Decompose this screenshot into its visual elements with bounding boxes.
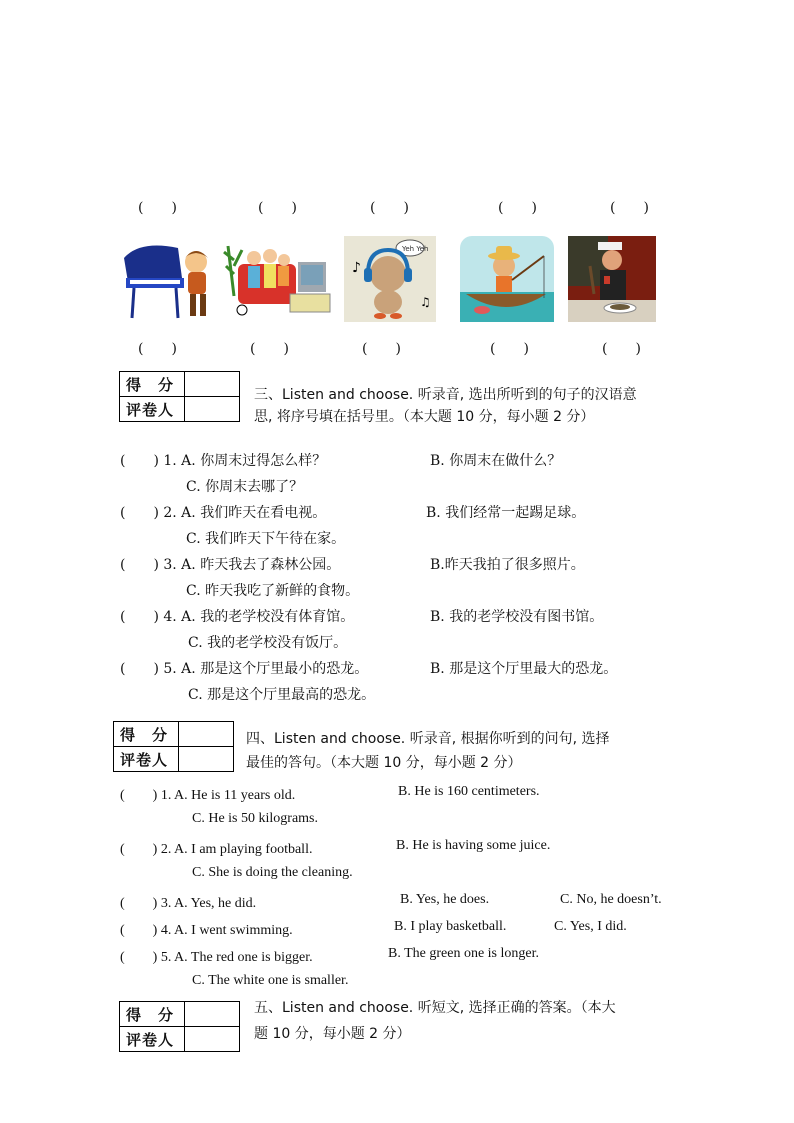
piano-picture xyxy=(120,236,216,322)
answer-blank[interactable]: ( ) xyxy=(250,341,289,357)
question-stem: ( ) 1. A. 你周末过得怎么样？ xyxy=(120,453,327,469)
grader-cell[interactable] xyxy=(179,747,234,772)
cooking-picture xyxy=(568,236,656,322)
answer-blank[interactable]: ( ) xyxy=(490,341,529,357)
option-b: B. He is having some juice. xyxy=(396,838,551,853)
person-cooking-icon xyxy=(568,236,656,322)
section3-title-line2: 思, 将序号填在括号里。（本大题 10 分，每小题 2 分） xyxy=(254,409,595,425)
svg-text:♫: ♫ xyxy=(420,295,431,309)
answer-blank[interactable]: ( ) xyxy=(362,341,401,357)
score-cell[interactable] xyxy=(185,1002,240,1027)
option-c: C. 你周末去哪了？ xyxy=(186,479,304,495)
option-c: C. 昨天我吃了新鲜的食物。 xyxy=(186,583,360,599)
boy-playing-piano-icon xyxy=(120,236,216,322)
answer-blank[interactable]: ( ) xyxy=(138,200,177,216)
option-c: C. He is 50 kilograms. xyxy=(192,811,318,826)
score-cell[interactable] xyxy=(179,722,234,747)
family-tv-picture xyxy=(220,236,332,322)
option-c: C. No, he doesn’t. xyxy=(560,892,662,907)
bear-with-headphones-icon xyxy=(344,236,436,322)
option-b: B. The green one is longer. xyxy=(388,946,539,961)
score-label: 得 分 xyxy=(120,1002,185,1027)
section4-title-line1: 四、Listen and choose. 听录音, 根据你听到的问句, 选择 xyxy=(246,731,610,747)
question-stem: ( ) 4. A. I went swimming. xyxy=(120,923,293,938)
option-b: B. He is 160 centimeters. xyxy=(398,784,540,799)
fishing-picture xyxy=(460,236,554,322)
option-b: B. Yes, he does. xyxy=(400,892,490,907)
option-b: B. 你周末在做什么？ xyxy=(430,453,562,469)
score-box-section4 xyxy=(113,721,234,772)
question-stem: ( ) 2. A. 我们昨天在看电视。 xyxy=(120,505,327,521)
family-watching-tv-icon xyxy=(220,236,332,322)
grader-label: 评卷人 xyxy=(114,747,179,772)
answer-blank[interactable]: ( ) xyxy=(370,200,409,216)
question-stem: ( ) 4. A. 我的老学校没有体育馆。 xyxy=(120,609,355,625)
grader-cell[interactable] xyxy=(185,397,240,422)
answer-blank[interactable]: ( ) xyxy=(498,200,537,216)
section3-title-line1: 三、Listen and choose. 听录音, 选出所听到的句子的汉语意 xyxy=(254,387,637,403)
option-b: B. 那是这个厅里最大的恐龙。 xyxy=(430,661,618,677)
section5-title-line1: 五、Listen and choose. 听短文, 选择正确的答案。（本大 xyxy=(254,1000,616,1016)
option-b: B. I play basketball. xyxy=(394,919,507,934)
section4-title-line2: 最佳的答句。（本大题 10 分，每小题 2 分） xyxy=(246,755,522,771)
option-c: C. The white one is smaller. xyxy=(192,973,349,988)
score-label: 得 分 xyxy=(120,372,185,397)
option-b: B. 我的老学校没有图书馆。 xyxy=(430,609,604,625)
option-c: C. Yes, I did. xyxy=(554,919,627,934)
grader-label: 评卷人 xyxy=(120,1027,185,1052)
option-b: B.昨天我拍了很多照片。 xyxy=(430,557,585,573)
option-c: C. 我们昨天下午待在家。 xyxy=(186,531,346,547)
score-box-section3 xyxy=(119,371,240,422)
question-stem: ( ) 3. A. 昨天我去了森林公园。 xyxy=(120,557,341,573)
question-stem: ( ) 2. A. I am playing football. xyxy=(120,842,313,857)
answer-blank[interactable]: ( ) xyxy=(602,341,641,357)
score-cell[interactable] xyxy=(185,372,240,397)
option-c: C. 那是这个厅里最高的恐龙。 xyxy=(188,687,376,703)
svg-text:♪: ♪ xyxy=(352,260,361,276)
option-c: C. She is doing the cleaning. xyxy=(192,865,353,880)
score-box-section5 xyxy=(119,1001,240,1052)
answer-blank[interactable]: ( ) xyxy=(258,200,297,216)
option-b: B. 我们经常一起踢足球。 xyxy=(426,505,586,521)
answer-blank[interactable]: ( ) xyxy=(138,341,177,357)
grader-cell[interactable] xyxy=(185,1027,240,1052)
question-stem: ( ) 5. A. 那是这个厅里最小的恐龙。 xyxy=(120,661,369,677)
speech-bubble-text: Yeh Yeh xyxy=(402,245,429,253)
music-bear-picture xyxy=(344,236,436,322)
question-stem: ( ) 1. A. He is 11 years old. xyxy=(120,788,296,803)
question-stem: ( ) 3. A. Yes, he did. xyxy=(120,896,257,911)
answer-blank[interactable]: ( ) xyxy=(610,200,649,216)
question-stem: ( ) 5. A. The red one is bigger. xyxy=(120,950,313,965)
score-label: 得 分 xyxy=(114,722,179,747)
grader-label: 评卷人 xyxy=(120,397,185,422)
section5-title-line2: 题 10 分，每小题 2 分） xyxy=(254,1026,411,1042)
boy-fishing-in-boat-icon xyxy=(460,236,554,322)
option-c: C. 我的老学校没有饭厅。 xyxy=(188,635,348,651)
